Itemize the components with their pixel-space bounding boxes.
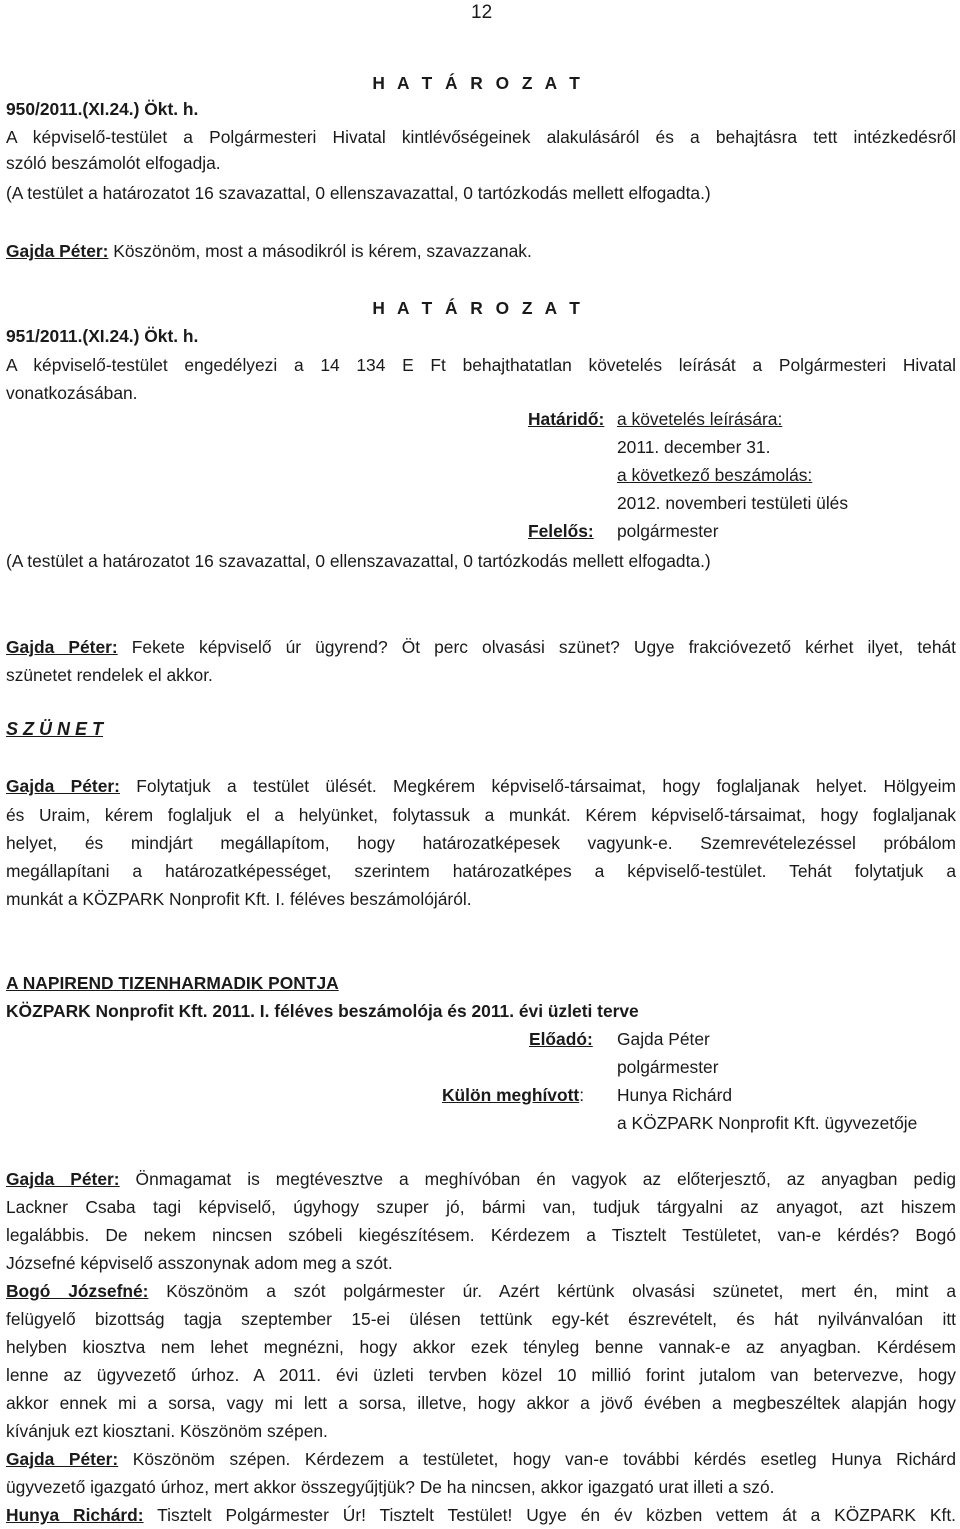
- speaker-name: Gajda Péter:: [6, 776, 120, 796]
- agenda-title: A NAPIREND TIZENHARMADIK PONTJA: [6, 973, 339, 993]
- resolution-text: A képviselő-testület engedélyezi a 14 134 E Ft behajthatatlan követelés leírását a Polgármesteri Hivatal: [6, 355, 956, 375]
- speech-text: Köszönöm, most a másodikról is kérem, szavazzanak.: [108, 241, 532, 261]
- speech-text: Fekete képviselő úr ügyrend? Öt perc olvasási szünet? Ugye frakcióvezető kérhet ilyet, tehát: [117, 637, 957, 657]
- speech-text: munkát a KÖZPARK Nonprofit Kft. I. féléves beszámolójáról.: [6, 889, 472, 909]
- speech-paragraph: [6, 1446, 956, 1472]
- deadline-label: Határidő:: [528, 409, 605, 429]
- speaker-name: Gajda Péter:: [6, 241, 109, 261]
- speaker-name: Gajda Péter:: [6, 637, 118, 657]
- resolution-heading: H A T Á R O Z A T: [372, 298, 584, 318]
- speech-text: felügyelő bizottság tagja szeptember 15-ei ülésen tettünk egy-két észrevételt, és hát nyilvánvalóan itt: [6, 1309, 956, 1329]
- invited-colon: :: [579, 1085, 585, 1105]
- resolution-text: szóló beszámolót elfogadja.: [6, 153, 221, 173]
- speech-paragraph: [6, 1278, 956, 1304]
- invited-label: Külön meghívott: [442, 1085, 580, 1105]
- speaker-name: Hunya Richárd:: [6, 1505, 144, 1525]
- speech-text: megállapítani a határozatképességet, szerintem határozatképes a képviselő-testület. Tehát folytatjuk a: [6, 861, 956, 881]
- agenda-subject: KÖZPARK Nonprofit Kft. 2011. I. féléves beszámolója és 2011. évi üzleti terve: [6, 1001, 639, 1021]
- speech-text: kívánjuk ezt kiosztani. Köszönöm szépen.: [6, 1421, 328, 1441]
- presenter-name: Gajda Péter: [617, 1029, 710, 1049]
- speaker-name: Gajda Péter:: [6, 1169, 120, 1189]
- speech-text: helyet, és mindjárt megállapítom, hogy határozatképesek vagyunk-e. Szemrevételezéssel próbálom: [6, 833, 956, 853]
- break-heading: S Z Ü N E T: [6, 719, 104, 739]
- speech-text: Köszönöm a szót polgármester úr. Azért kértünk olvasási szünetet, mert én, mint a: [148, 1281, 956, 1301]
- vote-result: (A testület a határozatot 16 szavazattal, 0 ellenszavazattal, 0 tartózkodás mellett elfogadta.): [6, 551, 711, 571]
- speech-paragraph: [6, 1502, 956, 1528]
- responsible-label: Felelős:: [528, 521, 594, 541]
- speech-text: helyben kiosztva nem lehet megnézni, hogy akkor ezek tényleg benne vannak-e az anyagban. Kérdésem: [6, 1337, 956, 1357]
- resolution-heading: H A T Á R O Z A T: [372, 73, 584, 93]
- presenter-label: Előadó:: [529, 1029, 593, 1049]
- vote-result: (A testület a határozatot 16 szavazattal, 0 ellenszavazattal, 0 tartózkodás mellett elfogadta.): [6, 183, 711, 203]
- speech-text: akkor ennek mi a sorsa, vagy mi lett a sorsa, illetve, hogy akkor a jövő évében a megbeszéltek alapján hogy: [6, 1393, 956, 1413]
- resolution-text: vonatkozásában.: [6, 383, 138, 403]
- presenter-role: polgármester: [617, 1057, 719, 1077]
- resolution-text: A képviselő-testület a Polgármesteri Hivatal kintlévőségeinek alakulásáról és a behajtásra tett intézkedésről: [6, 127, 956, 147]
- speech-text: Folytatjuk a testület ülését. Megkérem képviselő-társaimat, hogy foglaljanak helyet. Hölgyeim: [119, 776, 956, 796]
- resolution-number: 951/2011.(XI.24.) Ökt. h.: [6, 326, 199, 346]
- speech-text: ügyvezető igazgató úrhoz, mert akkor összegyűjtjük? De ha nincsen, akkor igazgató urat illeti a szó.: [6, 1477, 775, 1497]
- speech-paragraph: [6, 238, 956, 264]
- speech-text: Önmagamat is megtévesztve a meghívóban én vagyok az előterjesztő, az anyagban pedig: [119, 1169, 956, 1189]
- speech-text: Lackner Csaba tagi képviselő, úgyhogy szuper jó, bármi van, tudjuk tárgyalni az anyagot, azt hiszem: [6, 1197, 956, 1217]
- speech-paragraph: [6, 1166, 956, 1192]
- deadline-item-label: a következő beszámolás:: [617, 465, 813, 485]
- speech-paragraph: [6, 773, 956, 799]
- speech-text: legalábbis. De nekem nincsen szóbeli kiegészítésem. Kérdezem a Tisztelt Testületet, van-e kérdés? Bogó: [6, 1225, 956, 1245]
- speech-text: Józsefné képviselő asszonynak adom meg a szót.: [6, 1253, 393, 1273]
- speech-text: lenne az ügyvezető úrhoz. A 2011. évi üzleti tervben közel 10 millió forint jutalom van betervezve, hogy: [6, 1365, 956, 1385]
- page-number: 12: [471, 2, 493, 23]
- deadline-item-label: a követelés leírására:: [617, 409, 783, 429]
- responsible-value: polgármester: [617, 521, 719, 541]
- deadline-item-value: 2012. novemberi testületi ülés: [617, 493, 849, 513]
- invited-name: Hunya Richárd: [617, 1085, 733, 1105]
- speech-paragraph: [6, 634, 956, 660]
- deadline-item-value: 2011. december 31.: [617, 437, 771, 457]
- speech-text: és Uraim, kérem foglaljuk el a helyünket, folytassuk a munkát. Kérem képviselő-társaimat, hogy foglaljanak: [6, 805, 956, 825]
- speaker-name: Gajda Péter:: [6, 1449, 119, 1469]
- speech-text: Köszönöm szépen. Kérdezem a testületet, hogy van-e további kérdés esetleg Hunya Richárd: [118, 1449, 957, 1469]
- speech-text: Tisztelt Polgármester Úr! Tisztelt Testület! Ugye én év közben vettem át a KÖZPARK Kft.: [143, 1505, 956, 1525]
- speech-text: szünetet rendelek el akkor.: [6, 665, 213, 685]
- speaker-name: Bogó Józsefné:: [6, 1281, 149, 1301]
- resolution-number: 950/2011.(XI.24.) Ökt. h.: [6, 99, 199, 119]
- invited-label-wrap: [442, 1082, 584, 1108]
- invited-role: a KÖZPARK Nonprofit Kft. ügyvezetője: [617, 1113, 918, 1133]
